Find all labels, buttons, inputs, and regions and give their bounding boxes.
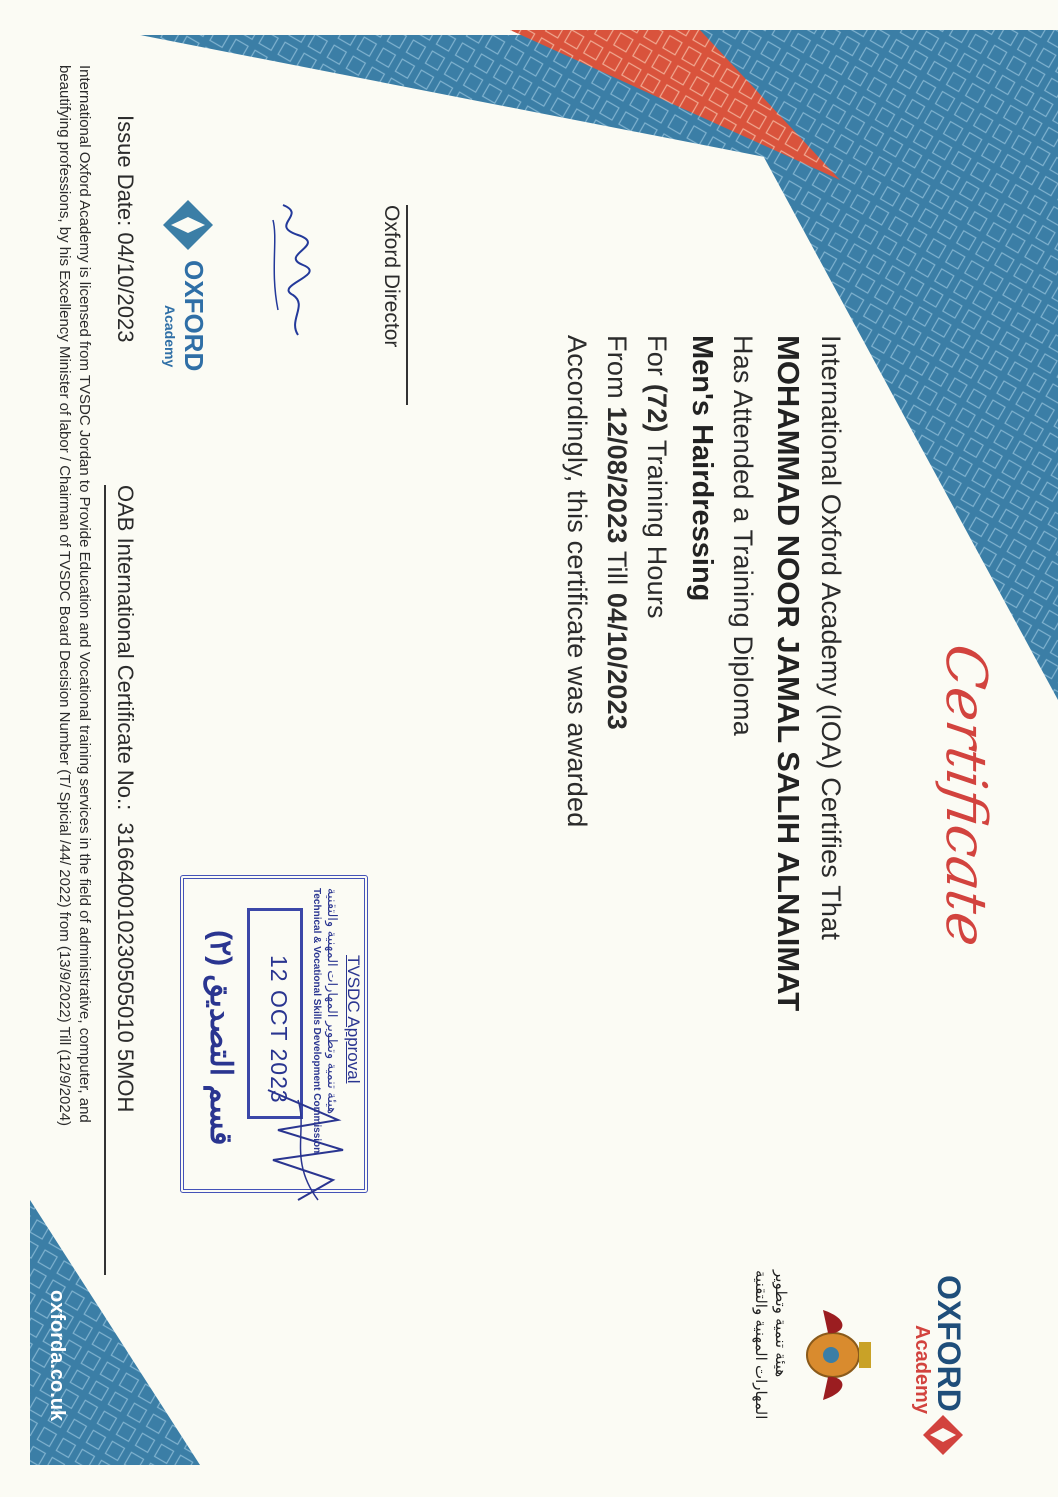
stamp-signature	[248, 1080, 358, 1210]
commission-arabic-line2: المهارات المهنية والتقنية	[752, 1270, 769, 1420]
jordan-coat-of-arms-icon	[793, 1300, 883, 1410]
certificate-title: Certificate	[933, 640, 998, 951]
oxford-logo-small	[143, 195, 223, 395]
hours-suffix: Training Hours	[642, 432, 672, 619]
attended-line: Has Attended a Training Diploma	[728, 335, 758, 736]
oxford-academy-logo	[868, 1270, 978, 1460]
issue-value: 04/10/2023	[113, 232, 138, 343]
recipient-name: MOHAMMAD NOOR JAMAL SALIH ALNAIMAT	[771, 335, 806, 1012]
from-label: From	[602, 335, 632, 407]
certificate-number	[112, 485, 138, 1112]
hours-value: (72)	[642, 383, 672, 433]
brand-main-small: OXFORD	[179, 260, 209, 372]
stamp-arabic-commission: هيئة تنمية وتطوير المهارات المهنية والتقنية	[325, 888, 340, 1114]
till-label: Till	[602, 543, 632, 593]
certificate-number-underline	[104, 485, 106, 1275]
stamp-english-commission: Technical & Vocational Skills Development Commission	[311, 888, 322, 1154]
stamp-title: TVSDC Approval	[344, 955, 363, 1084]
awarded-line: Accordingly, this certificate was awarded	[562, 335, 592, 828]
license-text-line1: International Oxford Academy is licensed from TVSDC Jordan to Provide Education and Vocational training services in the field of administrative, computer, and	[76, 65, 93, 1123]
from-date: 12/08/2023	[602, 406, 632, 544]
date-range-line	[601, 335, 632, 730]
cert-no-value: 316640010230505010 5MOH	[113, 822, 138, 1113]
till-date: 04/10/2023	[602, 592, 632, 730]
cert-no-label: OAB International Certificate No.:	[113, 485, 138, 811]
commission-arabic-line1: هيئة تنمية وتطوير	[772, 1270, 789, 1378]
director-signature	[258, 200, 328, 350]
hours-prefix: For	[642, 335, 672, 384]
director-underline	[406, 205, 408, 405]
license-text-line2: beautifying professions, by his Excellency Minister of labor / Chairman of TVSDC Board Decision Number (T/ Spicial /44/ 2022) from (13/9/2022) Till (12/9/2024)	[56, 65, 73, 1127]
certifier-line: International Oxford Academy (IOA) Certifies That	[816, 335, 846, 941]
stamp-arabic-department: قسم التصديق (٢)	[204, 930, 237, 1146]
brand-sub-small: Academy	[162, 305, 178, 368]
issue-label: Issue Date:	[113, 115, 138, 233]
director-role: Oxford Director	[380, 205, 403, 348]
hours-line	[641, 335, 672, 619]
brand-sub: Academy	[911, 1325, 933, 1414]
brand-main: OXFORD	[931, 1275, 967, 1412]
website-url[interactable]: oxforda.co.uk	[46, 1290, 68, 1422]
course-name: Men's Hairdressing	[686, 335, 718, 602]
stamp-date: 12 OCT 2023	[266, 955, 292, 1104]
issue-date	[112, 115, 138, 343]
